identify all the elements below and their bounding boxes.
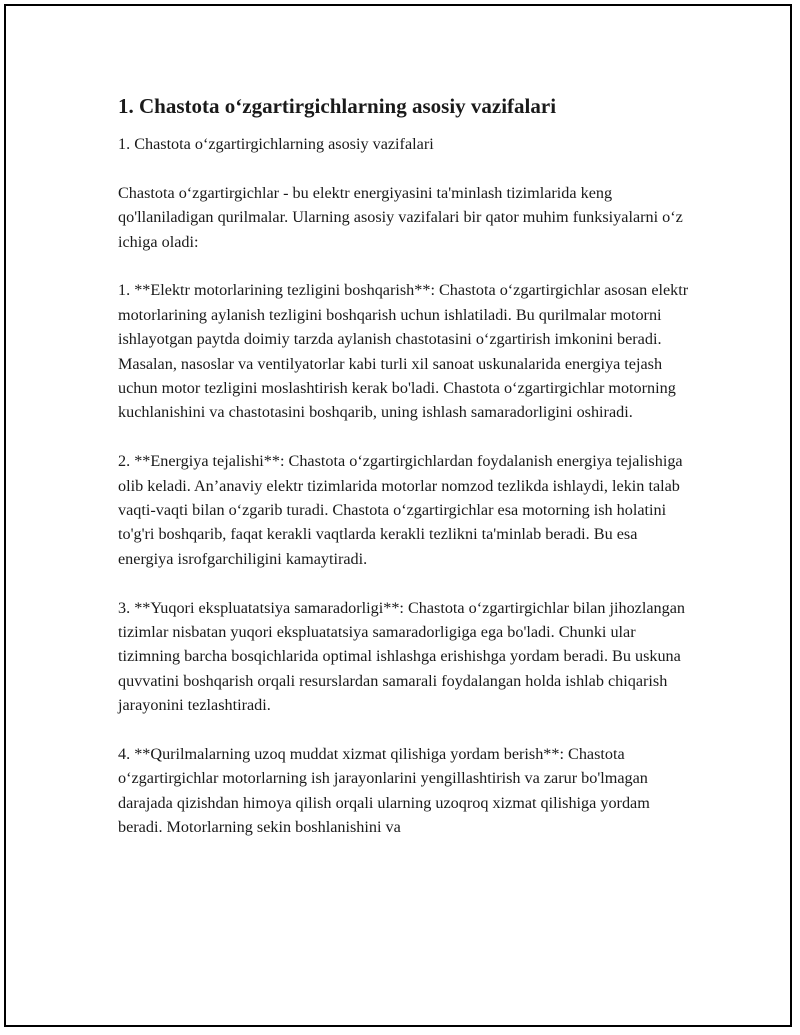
document-title: 1. Chastota o‘zgartirgichlarning asosiy vazifalari — [118, 94, 557, 118]
paragraph-item-1: 1. **Elektr motorlarining tezligini boshqarish**: Chastota o‘zgartirgichlar asosan elektr motorlarining aylanish tezligini boshqarish uchun ishlatiladi. Bu qurilmalar motorni ishlayotgan paytda doimiy tarzda aylanish chastotasini o‘zgartirish imkonini beradi. Masalan, nasoslar va ventilyatorlar kabi turli xil sanoat uskunalarida energiya tejash uchun motor tezligini moslashtirish kerak bo'ladi. Chastota o‘zgartirgichlar motorning kuchlanishini va chastotasini boshqarib, uning ishlash samaradorligini oshiradi. — [118, 281, 689, 422]
paragraph-subtitle: 1. Chastota o‘zgartirgichlarning asosiy vazifalari — [118, 135, 434, 153]
paragraph-item-4: 4. **Qurilmalarning uzoq muddat xizmat qilishiga yordam berish**: Chastota o‘zgartirgichlar motorlarning ish jarayonlarini yengillashtirish va zarur bo'lmagan darajada qizishdan himoya qilish orqali ularning uzoqroq xizmat qilishiga yordam beradi. Motorlarning sekin boshlanishini va — [118, 745, 650, 837]
paragraph-item-3: 3. **Yuqori ekspluatatsiya samaradorligi**: Chastota o‘zgartirgichlar bilan jihozlangan tizimlar nisbatan yuqori ekspluatatsiya samaradorligiga ega bo'ladi. Chunki ular tizimning barcha bosqichlarida optimal ishlashga erishishga yordam beradi. Bu uskuna quvvatini boshqarish orqali resurslardan samarali foydalangan holda ishlab chiqarish jarayonini tezlashtiradi. — [118, 598, 686, 715]
document-body — [118, 92, 693, 840]
paragraph-item-2: 2. **Energiya tejalishi**: Chastota o‘zgartirgichlardan foydalanish energiya tejalishiga olib keladi. An’anaviy elektr tizimlarida motorlar nomzod tezlikda ishlaydi, lekin talab vaqti-vaqti bilan o‘zgarib turadi. Chastota o‘zgartirgichlar esa motorning ish holatini to'g'ri boshqarib, faqat kerakli vaqtlarda kerakli tezlikni ta'minlab beradi. Bu esa energiya isrofgarchiligini kamaytiradi. — [118, 452, 683, 568]
paragraph-intro: Chastota o‘zgartirgichlar - bu elektr energiyasini ta'minlash tizimlarida keng qo'llaniladigan qurilmalar. Ularning asosiy vazifalari bir qator muhim funksiyalarni o‘z ichiga oladi: — [118, 183, 683, 251]
